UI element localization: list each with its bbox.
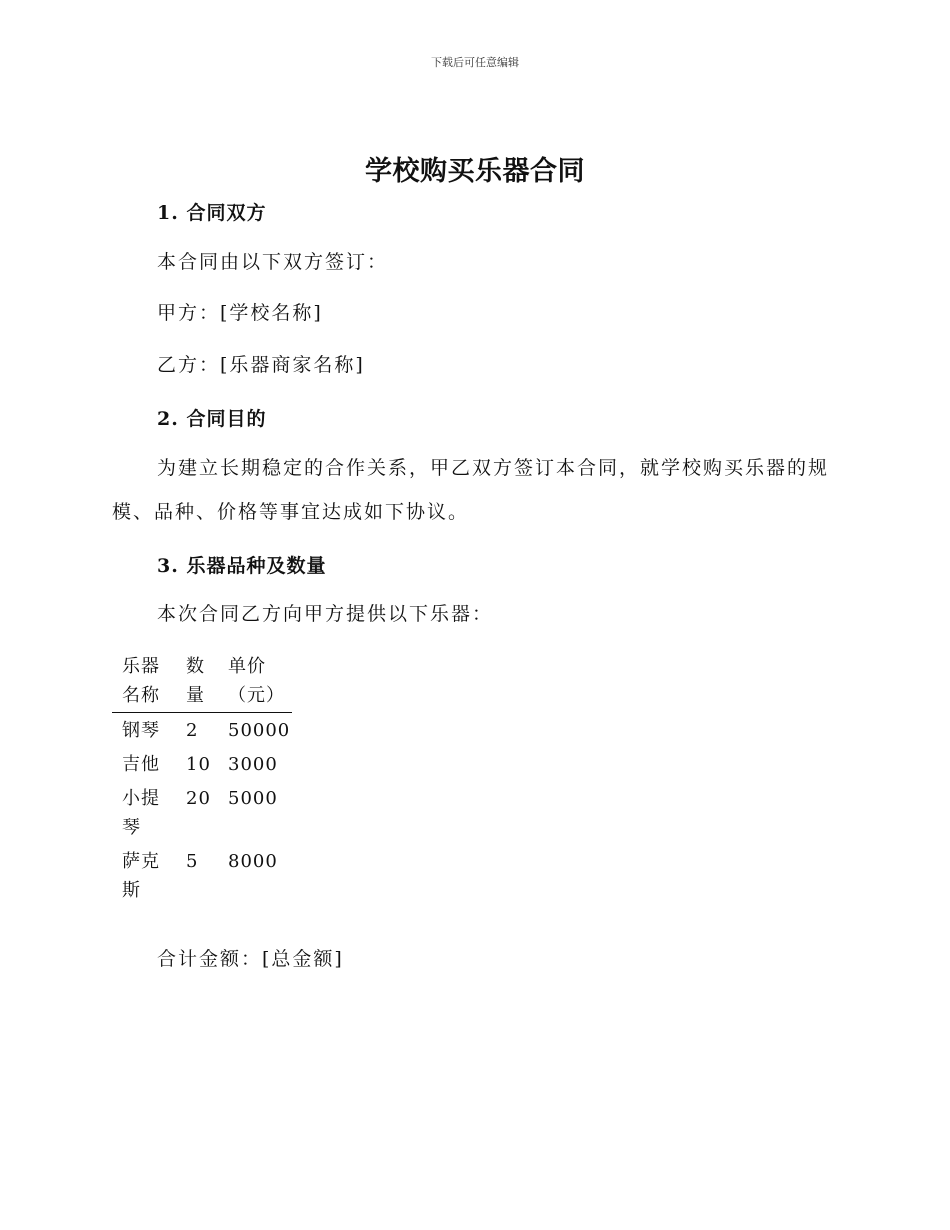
header-instrument-name: 乐器名称 (112, 652, 176, 713)
section-1-heading: 1. 合同双方 (157, 202, 267, 224)
cell-quantity: 5 (186, 851, 199, 872)
instruments-table (112, 652, 292, 907)
table-header-row (112, 652, 292, 713)
table-row (112, 844, 292, 907)
cell-quantity: 20 (186, 788, 211, 809)
section-3-heading: 3. 乐器品种及数量 (157, 555, 327, 577)
cell-instrument: 吉他 (122, 754, 160, 775)
section-2-body: 为建立长期稳定的合作关系，甲乙双方签订本合同，就学校购买乐器的规模、品种、价格等事宜达成如下协议。 (112, 457, 830, 523)
cell-instrument: 萨克斯 (122, 851, 160, 901)
header-note: 下载后可任意编辑 (431, 56, 519, 69)
document-title: 学校购买乐器合同 (365, 156, 585, 187)
section-3-intro: 本次合同乙方向甲方提供以下乐器： (157, 603, 494, 625)
cell-quantity: 10 (186, 754, 211, 775)
cell-price: 3000 (228, 754, 278, 775)
section-2-heading: 2. 合同目的 (157, 408, 267, 430)
party-a: 甲方：[学校名称] (157, 302, 323, 324)
header-quantity: 数量 (176, 652, 218, 713)
cell-instrument: 小提琴 (122, 788, 160, 838)
total-amount: 合计金额：[总金额] (157, 948, 344, 970)
table-row (112, 747, 292, 781)
table-row (112, 781, 292, 844)
cell-instrument: 钢琴 (122, 720, 160, 741)
cell-price: 5000 (228, 788, 278, 809)
cell-price: 50000 (228, 720, 291, 741)
table-row (112, 713, 292, 748)
cell-price: 8000 (228, 851, 278, 872)
party-b: 乙方：[乐器商家名称] (157, 354, 365, 376)
header-unit-price: 单价（元） (218, 652, 292, 713)
cell-quantity: 2 (186, 720, 199, 741)
section-1-intro: 本合同由以下双方签订： (157, 251, 389, 273)
